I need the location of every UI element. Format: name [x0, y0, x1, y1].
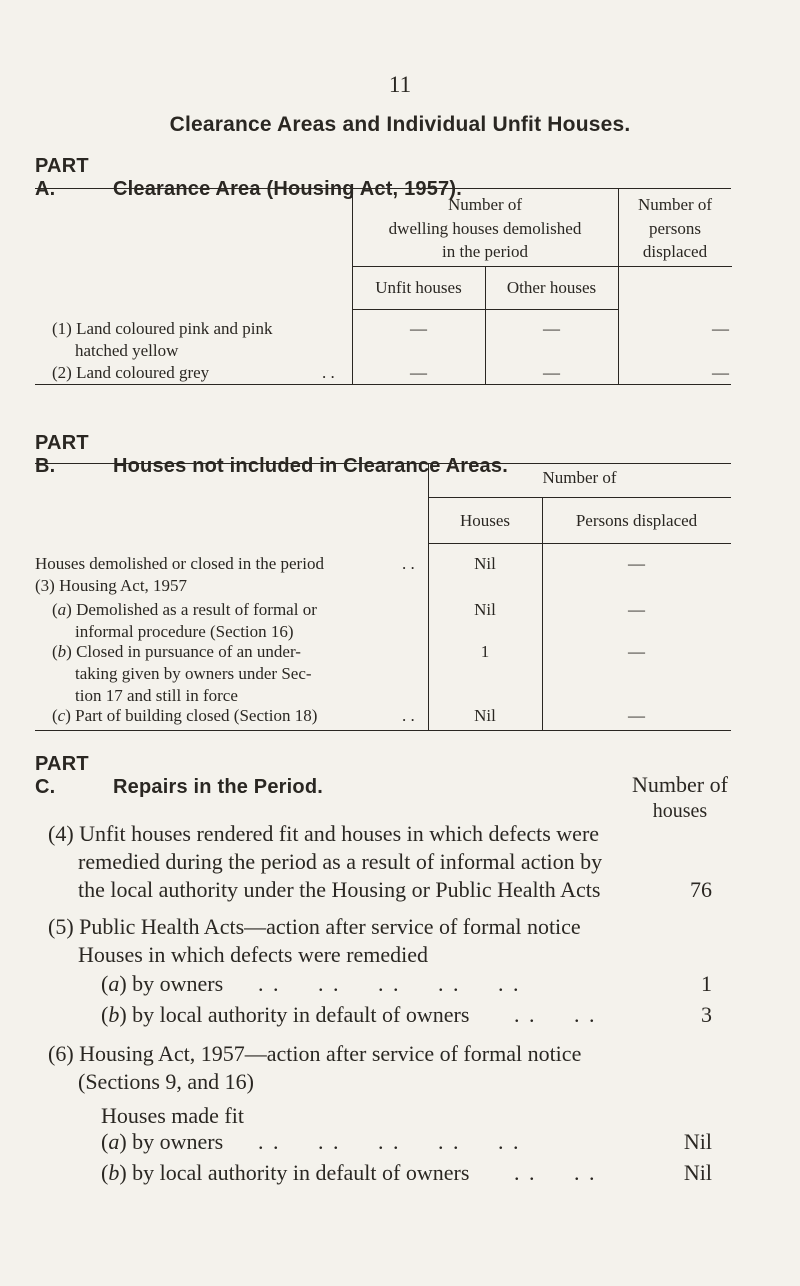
- table-row-label: Houses demolished or closed in the period: [35, 554, 324, 573]
- part-c-title: Repairs in the Period.: [113, 776, 324, 798]
- table-cell: 1: [480, 642, 490, 661]
- part-b-title: Houses not included in Clearance Areas.: [113, 455, 508, 477]
- item-4-text: (4) Unfit houses rendered fit and houses in which defects were remedied during the period as a result of informal action by the local authority under the Housing or Public Health Acts: [48, 821, 603, 902]
- item-5b-text: (b) by local authority in default of owners: [101, 1002, 470, 1027]
- table-rule: [352, 309, 618, 310]
- table-cell: —: [628, 642, 645, 661]
- item-5-text: (5) Public Health Acts—action after service of formal notice Houses in which defects were remedied: [48, 914, 581, 967]
- page-title: Clearance Areas and Individual Unfit Houses.: [169, 113, 631, 136]
- item-6a-text: (a) by owners: [101, 1129, 224, 1154]
- leader-dots: . . . . . . . . . .: [258, 971, 521, 996]
- leader-dots: . .: [402, 554, 415, 573]
- item-6b-text: (b) by local authority in default of owners: [101, 1160, 470, 1185]
- column-header-houses: Houses: [459, 511, 511, 530]
- table-cell: —: [628, 554, 645, 573]
- table-cell: —: [712, 319, 729, 338]
- item-6a-value: Nil: [683, 1129, 712, 1154]
- column-header-dwellings: Number of dwelling houses demolished in the period: [388, 195, 582, 261]
- part-b-label: PART B.: [35, 432, 89, 477]
- table-rule: [428, 497, 731, 498]
- part-a-title: Clearance Area (Housing Act, 1957).: [113, 178, 462, 200]
- table-cell: —: [712, 363, 729, 382]
- table-cell: —: [543, 319, 560, 338]
- table-rule: [428, 463, 429, 730]
- table-rule: [352, 266, 732, 267]
- leader-dots: . . . .: [514, 1002, 597, 1027]
- item-4-value: 76: [690, 877, 712, 902]
- item-6-text: (6) Housing Act, 1957—action after service of formal notice (Sections 9, and 16) Houses made fit: [48, 1041, 582, 1128]
- table-row-label: (1) Land coloured pink and pink hatched yellow: [52, 319, 273, 360]
- page-number: 11: [388, 72, 412, 97]
- table-cell: Nil: [474, 706, 496, 725]
- leader-dots: . .: [402, 706, 415, 725]
- column-header-persons: Number of persons displaced: [637, 195, 713, 261]
- table-row-label: (c) Part of building closed (Section 18): [52, 706, 318, 725]
- table-row-label: (a) Demolished as a result of formal or informal procedure (Section 16): [52, 600, 317, 641]
- part-c-label: PART C.: [35, 753, 89, 798]
- column-header-other: Other houses: [506, 278, 597, 297]
- column-header-unfit: Unfit houses: [375, 278, 462, 297]
- item-6b-value: Nil: [683, 1160, 712, 1185]
- table-cell: —: [543, 363, 560, 382]
- table-cell: Nil: [474, 600, 496, 619]
- table-rule: [428, 543, 731, 544]
- column-header-number-of-houses: Number of houses: [632, 772, 728, 822]
- table-cell: —: [628, 600, 645, 619]
- column-header-persons-displaced: Persons displaced: [575, 511, 698, 530]
- part-a-label: PART A.: [35, 155, 89, 200]
- table-row-label: (3) Housing Act, 1957: [35, 576, 188, 595]
- column-header-number-of: Number of: [542, 468, 617, 487]
- table-cell: —: [628, 706, 645, 725]
- table-rule: [35, 384, 731, 385]
- table-rule: [35, 730, 731, 731]
- item-5b-value: 3: [701, 1002, 712, 1027]
- table-cell: Nil: [474, 554, 496, 573]
- table-cell: —: [410, 363, 427, 382]
- item-5a-text: (a) by owners: [101, 971, 224, 996]
- table-row-label: (2) Land coloured grey: [52, 363, 210, 382]
- table-row-label: (b) Closed in pursuance of an under- taking given by owners under Sec- tion 17 and still in force: [52, 642, 312, 705]
- table-cell: —: [410, 319, 427, 338]
- leader-dots: . . . . . . . . . .: [258, 1129, 521, 1154]
- table-rule: [35, 463, 731, 464]
- leader-dots: . . . .: [514, 1160, 597, 1185]
- table-rule: [35, 188, 731, 189]
- leader-dots: . .: [322, 363, 335, 382]
- part-c-heading: [35, 753, 323, 799]
- item-5a-value: 1: [701, 971, 712, 996]
